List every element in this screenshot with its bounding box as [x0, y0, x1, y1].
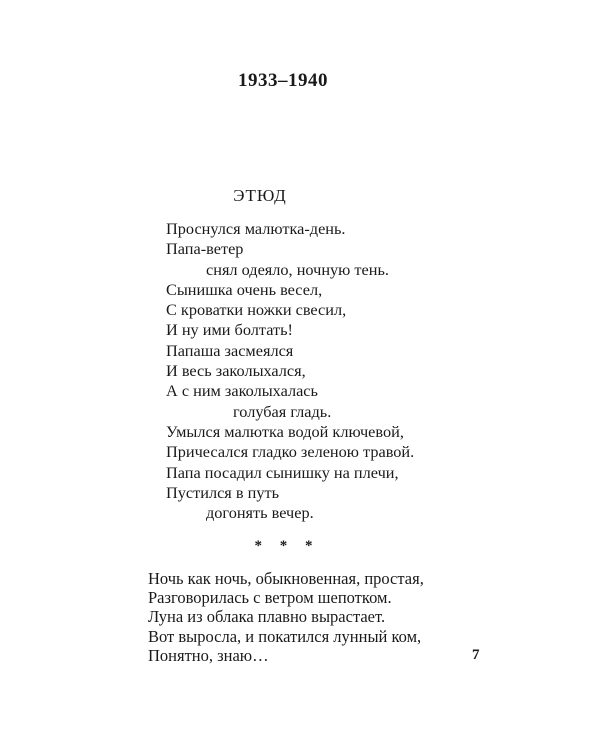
poem-line: И ну ими болтать!	[166, 320, 293, 340]
poem-line: Пустился в путь	[166, 482, 280, 502]
poem-line: Сынишка очень весел,	[166, 279, 323, 299]
poem-line: Луна из облака плавно вырастает.	[148, 607, 386, 627]
poem-line: Причесался гладко зеленою травой.	[166, 442, 415, 462]
page-number: 7	[472, 647, 480, 663]
poem-line: Ночь как ночь, обыкновенная, простая,	[148, 569, 424, 588]
poem-line: Умылся малютка водой ключевой,	[166, 421, 404, 441]
poem-title: ЭТЮД	[233, 186, 287, 205]
poem-line: А с ним заколыхалась	[166, 381, 318, 401]
poem-line: догонять вечер.	[206, 503, 314, 523]
poem-etude	[166, 219, 466, 523]
section-heading: 1933–1940	[238, 70, 328, 91]
poem-line: Папа-ветер	[166, 239, 244, 259]
poem-untitled	[148, 569, 468, 665]
poem-line: снял одеяло, ночную тень.	[206, 259, 389, 279]
poem-line: Разговорилась с ветром шепотком.	[148, 588, 392, 608]
poem-line: Вот выросла, и покатился лунный ком,	[148, 626, 422, 646]
poem-line: Понятно, знаю…	[148, 645, 269, 665]
poem-line: И весь заколыхался,	[166, 361, 306, 381]
asterism-separator: * * *	[254, 538, 320, 554]
poem-line: Папаша засмеялся	[166, 340, 294, 360]
poem-line: Папа посадил сынишку на плечи,	[166, 462, 399, 482]
poem-line: Проснулся малютка-день.	[166, 219, 346, 238]
poem-line: голубая гладь.	[233, 401, 332, 421]
poem-line: С кроватки ножки свесил,	[166, 300, 347, 320]
